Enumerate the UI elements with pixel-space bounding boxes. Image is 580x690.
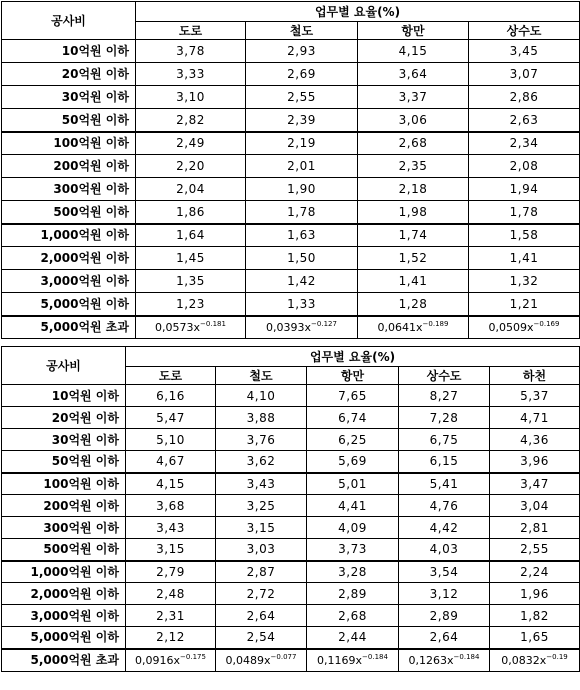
value-cell: 1,98 (358, 201, 469, 224)
value-cell: 3,33 (136, 63, 246, 86)
value-cell: 1,86 (136, 201, 246, 224)
value-cell: 4,15 (126, 473, 216, 495)
row-label: 30억원 이하 (2, 86, 136, 109)
value-cell: 1,41 (358, 270, 469, 293)
row-label: 10억원 이하 (2, 40, 136, 63)
table-row (2, 270, 580, 293)
value-cell: 2,68 (358, 132, 469, 155)
value-cell: 1,50 (246, 247, 358, 270)
value-cell: 2,89 (307, 583, 399, 605)
value-cell: 2,68 (307, 605, 399, 627)
column-header: 도로 (126, 367, 216, 385)
value-cell: 2,93 (246, 40, 358, 63)
value-cell: 2,18 (358, 178, 469, 201)
value-cell: 8,27 (399, 385, 490, 407)
row-label: 500억원 이하 (2, 539, 126, 561)
table-row (2, 86, 580, 109)
value-cell: 2,04 (136, 178, 246, 201)
row-header: 공사비 (2, 347, 126, 385)
value-cell: 3,04 (490, 495, 580, 517)
value-cell: 1,82 (490, 605, 580, 627)
row-label: 5,000억원 초과 (2, 316, 136, 339)
row-label: 50억원 이하 (2, 451, 126, 473)
value-cell: 1,52 (358, 247, 469, 270)
table-row (2, 178, 580, 201)
value-cell: 1,63 (246, 224, 358, 247)
rate-table-1 (1, 1, 580, 339)
table-row (2, 495, 580, 517)
value-cell: 7,28 (399, 407, 490, 429)
value-cell: 2,01 (246, 155, 358, 178)
value-cell: 2,72 (216, 583, 307, 605)
value-cell: 6,16 (126, 385, 216, 407)
value-cell: 3,88 (216, 407, 307, 429)
value-cell: 5,01 (307, 473, 399, 495)
table-row (2, 605, 580, 627)
value-cell: 1,23 (136, 293, 246, 316)
row-label: 2,000억원 이하 (2, 247, 136, 270)
value-cell: 5,37 (490, 385, 580, 407)
value-cell: 2,89 (399, 605, 490, 627)
row-header: 공사비 (2, 2, 136, 40)
value-cell: 2,86 (469, 86, 580, 109)
column-header: 항만 (307, 367, 399, 385)
row-label: 30억원 이하 (2, 429, 126, 451)
row-label: 3,000억원 이하 (2, 605, 126, 627)
value-cell: 1,90 (246, 178, 358, 201)
column-header: 철도 (216, 367, 307, 385)
row-label: 100억원 이하 (2, 473, 126, 495)
table-row (2, 40, 580, 63)
table-row (2, 561, 580, 583)
table-row (2, 109, 580, 132)
row-label: 10억원 이하 (2, 385, 126, 407)
value-cell: 3,54 (399, 561, 490, 583)
row-label: 1,000억원 이하 (2, 224, 136, 247)
value-cell: 4,36 (490, 429, 580, 451)
value-cell: 3,47 (490, 473, 580, 495)
table-row (2, 155, 580, 178)
value-cell: 3,15 (216, 517, 307, 539)
value-cell: 2,49 (136, 132, 246, 155)
column-header: 상수도 (469, 22, 580, 40)
value-cell: 4,15 (358, 40, 469, 63)
value-cell: 4,76 (399, 495, 490, 517)
row-label: 3,000억원 이하 (2, 270, 136, 293)
column-header: 철도 (246, 22, 358, 40)
group-header: 업무별 요율(%) (136, 2, 580, 22)
row-label: 50억원 이하 (2, 109, 136, 132)
value-cell: 4,41 (307, 495, 399, 517)
value-cell: 4,42 (399, 517, 490, 539)
table-row (2, 63, 580, 86)
value-cell: 1,45 (136, 247, 246, 270)
table-body (2, 385, 580, 649)
value-cell: 3,78 (136, 40, 246, 63)
row-label: 2,000억원 이하 (2, 583, 126, 605)
group-header: 업무별 요율(%) (126, 347, 580, 367)
value-cell: 1,64 (136, 224, 246, 247)
value-cell: 7,65 (307, 385, 399, 407)
formula-cell: $0,0573x^{-0.181}$ (136, 316, 246, 339)
value-cell: 3,37 (358, 86, 469, 109)
value-cell: 6,75 (399, 429, 490, 451)
value-cell: 2,35 (358, 155, 469, 178)
formula-cell: $0,0393x^{-0.127}$ (246, 316, 358, 339)
value-cell: 5,47 (126, 407, 216, 429)
value-cell: 3,28 (307, 561, 399, 583)
value-cell: 3,07 (469, 63, 580, 86)
value-cell: 3,76 (216, 429, 307, 451)
value-cell: 2,81 (490, 517, 580, 539)
row-label: 100억원 이하 (2, 132, 136, 155)
value-cell: 6,25 (307, 429, 399, 451)
value-cell: 2,48 (126, 583, 216, 605)
value-cell: 3,68 (126, 495, 216, 517)
row-label: 200억원 이하 (2, 495, 126, 517)
row-label: 500억원 이하 (2, 201, 136, 224)
value-cell: 1,58 (469, 224, 580, 247)
row-label: 20억원 이하 (2, 407, 126, 429)
value-cell: 1,78 (246, 201, 358, 224)
value-cell: 4,67 (126, 451, 216, 473)
row-label: 5,000억원 초과 (2, 649, 126, 672)
value-cell: 3,06 (358, 109, 469, 132)
value-cell: 5,10 (126, 429, 216, 451)
value-cell: 2,12 (126, 627, 216, 649)
value-cell: 2,79 (126, 561, 216, 583)
value-cell: 2,82 (136, 109, 246, 132)
table-row (2, 132, 580, 155)
value-cell: 2,55 (490, 539, 580, 561)
table-row (2, 451, 580, 473)
value-cell: 1,78 (469, 201, 580, 224)
table-row (2, 429, 580, 451)
value-cell: 3,25 (216, 495, 307, 517)
value-cell: 1,35 (136, 270, 246, 293)
value-cell: 3,12 (399, 583, 490, 605)
value-cell: 3,96 (490, 451, 580, 473)
value-cell: 3,10 (136, 86, 246, 109)
column-header: 도로 (136, 22, 246, 40)
value-cell: 3,43 (216, 473, 307, 495)
table-row (2, 247, 580, 270)
table-row (2, 627, 580, 649)
value-cell: 2,19 (246, 132, 358, 155)
value-cell: 5,41 (399, 473, 490, 495)
row-label: 5,000억원 이하 (2, 293, 136, 316)
value-cell: 2,39 (246, 109, 358, 132)
table-row (2, 293, 580, 316)
table-body (2, 40, 580, 316)
value-cell: 4,71 (490, 407, 580, 429)
column-header: 항만 (358, 22, 469, 40)
value-cell: 2,55 (246, 86, 358, 109)
value-cell: 6,74 (307, 407, 399, 429)
row-label: 300억원 이하 (2, 517, 126, 539)
table-row (2, 517, 580, 539)
value-cell: 3,64 (358, 63, 469, 86)
row-label: 1,000억원 이하 (2, 561, 126, 583)
row-label: 20억원 이하 (2, 63, 136, 86)
value-cell: 5,69 (307, 451, 399, 473)
table-row (2, 539, 580, 561)
row-label: 200억원 이하 (2, 155, 136, 178)
value-cell: 2,31 (126, 605, 216, 627)
table-row (2, 583, 580, 605)
formula-cell: $0,0509x^{-0.169}$ (469, 316, 580, 339)
value-cell: 2,44 (307, 627, 399, 649)
formula-cell: $0,1263x^{-0.184}$ (399, 649, 490, 672)
value-cell: 3,62 (216, 451, 307, 473)
value-cell: 2,87 (216, 561, 307, 583)
column-header: 하천 (490, 367, 580, 385)
value-cell: 3,45 (469, 40, 580, 63)
value-cell: 1,21 (469, 293, 580, 316)
value-cell: 1,28 (358, 293, 469, 316)
value-cell: 1,42 (246, 270, 358, 293)
table-row (2, 385, 580, 407)
formula-cell: $0,1169x^{-0.184}$ (307, 649, 399, 672)
value-cell: 1,65 (490, 627, 580, 649)
value-cell: 2,64 (216, 605, 307, 627)
column-header: 상수도 (399, 367, 490, 385)
value-cell: 2,69 (246, 63, 358, 86)
value-cell: 2,54 (216, 627, 307, 649)
formula-row (2, 649, 580, 672)
table-row (2, 224, 580, 247)
value-cell: 2,63 (469, 109, 580, 132)
formula-row (2, 316, 580, 339)
value-cell: 4,03 (399, 539, 490, 561)
formula-cell: $0,0832x^{-0.19}$ (490, 649, 580, 672)
value-cell: 1,74 (358, 224, 469, 247)
table-row (2, 201, 580, 224)
value-cell: 6,15 (399, 451, 490, 473)
value-cell: 2,24 (490, 561, 580, 583)
value-cell: 2,20 (136, 155, 246, 178)
value-cell: 1,33 (246, 293, 358, 316)
value-cell: 2,64 (399, 627, 490, 649)
formula-cell: $0,0641x^{-0.189}$ (358, 316, 469, 339)
value-cell: 1,94 (469, 178, 580, 201)
value-cell: 2,08 (469, 155, 580, 178)
value-cell: 3,03 (216, 539, 307, 561)
row-label: 300억원 이하 (2, 178, 136, 201)
value-cell: 4,09 (307, 517, 399, 539)
table-row (2, 473, 580, 495)
value-cell: 2,34 (469, 132, 580, 155)
value-cell: 4,10 (216, 385, 307, 407)
value-cell: 1,41 (469, 247, 580, 270)
formula-cell: $0,0916x^{-0.175}$ (126, 649, 216, 672)
value-cell: 3,73 (307, 539, 399, 561)
value-cell: 1,96 (490, 583, 580, 605)
table-row (2, 407, 580, 429)
value-cell: 3,15 (126, 539, 216, 561)
value-cell: 3,43 (126, 517, 216, 539)
formula-cell: $0,0489x^{-0.077}$ (216, 649, 307, 672)
value-cell: 1,32 (469, 270, 580, 293)
rate-table-2 (1, 346, 580, 672)
row-label: 5,000억원 이하 (2, 627, 126, 649)
